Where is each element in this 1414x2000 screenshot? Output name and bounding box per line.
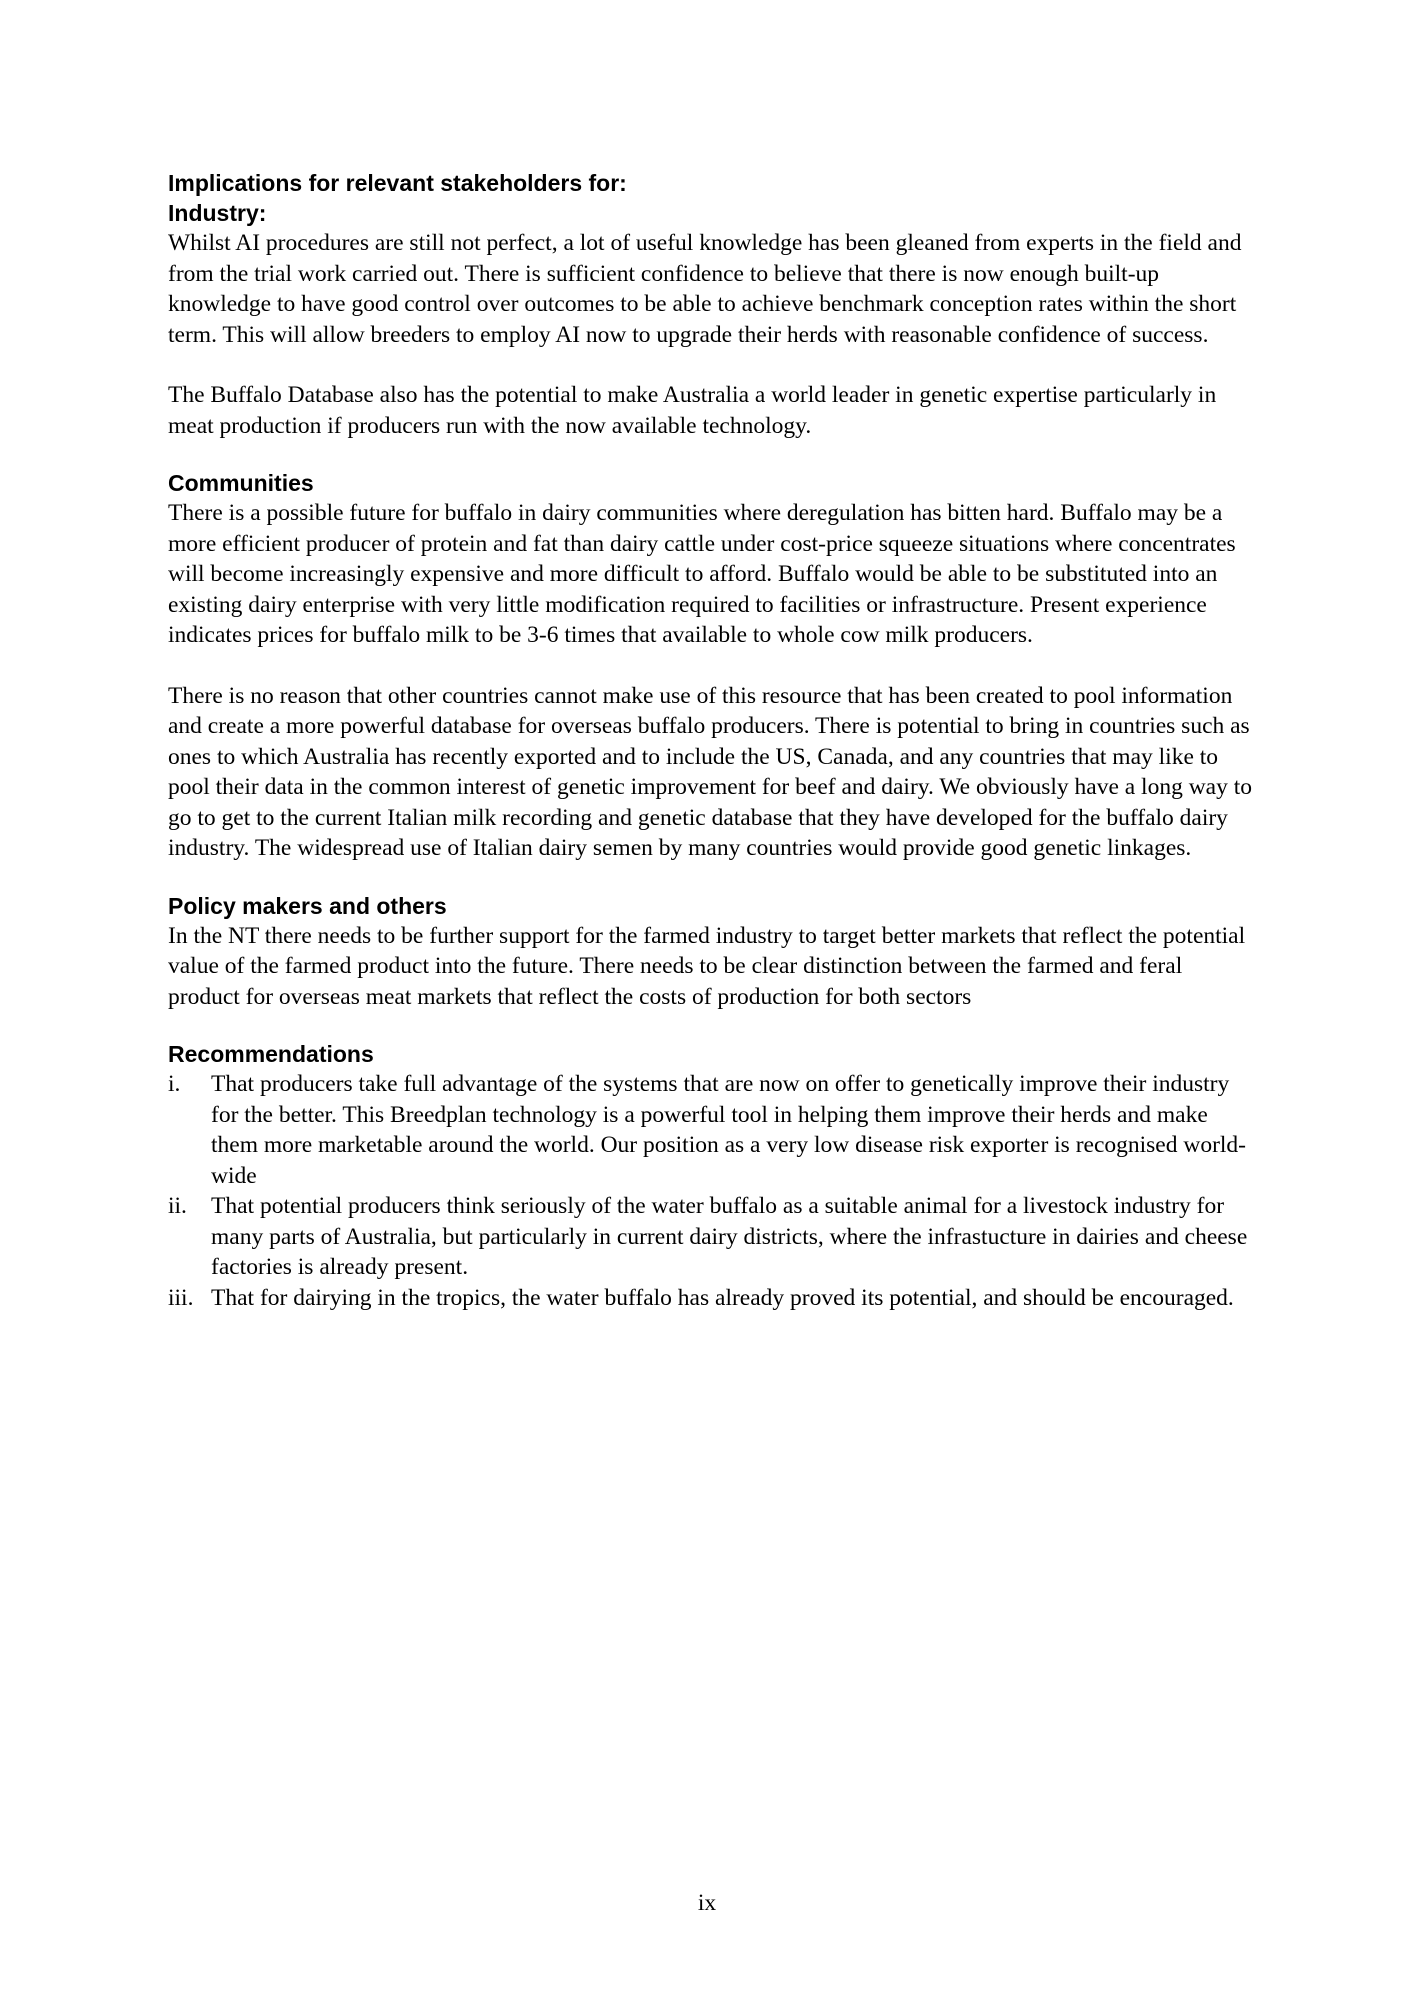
industry-heading: Industry:: [168, 200, 267, 226]
recommendation-text: That potential producers think seriously of the water buffalo as a suitable animal for a livestock industry for many parts of Australia, but particularly in current dairy districts, where the infrastucture in dairies and cheese factories is already present.: [211, 1193, 1248, 1280]
policy-paragraph-1: In the NT there needs to be further support for the farmed industry to target better markets that reflect the potential value of the farmed product into the future. There needs to be clear distinction between the farmed and feral product for overseas meat markets that reflect the costs of production for both sectors: [168, 922, 1246, 1010]
document-body: [168, 168, 1258, 1313]
industry-paragraph-1: Whilst AI procedures are still not perfect, a lot of useful knowledge has been gleaned from experts in the field and from the trial work carried out. There is sufficient confidence to believe that there is now enough built-up knowledge to have good control over outcomes to be able to achieve benchmark conception rates within the short term. This will allow breeders to employ AI now to upgrade their herds with reasonable confidence of success.: [168, 230, 1242, 348]
implications-heading: Implications for relevant stakeholders for:: [168, 170, 627, 196]
paragraph-gap: [168, 651, 1258, 681]
section-gap: [168, 864, 1258, 891]
paragraph-gap: [168, 350, 1258, 380]
communities-paragraph-1: There is a possible future for buffalo in dairy communities where deregulation has bitten hard. Buffalo may be a more efficient producer of protein and fat than dairy cattle under cost-price squeeze situations where concentrates will become increasingly expensive and more difficult to afford. Buffalo would be able to be substituted into an existing dairy enterprise with very little modification required to facilities or infrastructure. Present experience indicates prices for buffalo milk to be 3-6 times that available to whole cow milk producers.: [168, 500, 1236, 648]
recommendation-item: [168, 1191, 1258, 1283]
section-gap: [168, 441, 1258, 468]
section-gap: [168, 1012, 1258, 1039]
industry-paragraph-2: The Buffalo Database also has the potential to make Australia a world leader in genetic expertise particularly in meat production if producers run with the now available technology.: [168, 382, 1217, 439]
recommendation-text: That producers take full advantage of the systems that are now on offer to genetically improve their industry for the better. This Breedplan technology is a powerful tool in helping them improve their herds and make them more marketable around the world. Our position as a very low disease risk exporter is recognised world-wide: [211, 1071, 1247, 1189]
recommendation-text: That for dairying in the tropics, the water buffalo has already proved its potential, and should be encouraged.: [211, 1284, 1234, 1311]
recommendations-list: [168, 1069, 1258, 1313]
communities-paragraph-2: There is no reason that other countries cannot make use of this resource that has been created to pool information and create a more powerful database for overseas buffalo producers. There is potential to bring in countries such as ones to which Australia has recently exported and to include the US, Canada, and any countries that may like to pool their data in the common interest of genetic improvement for beef and dairy. We obviously have a long way to go to get to the current Italian milk recording and genetic database that they have developed for the buffalo dairy industry. The widespread use of Italian dairy semen by many countries would provide good genetic linkages.: [168, 682, 1253, 861]
recommendation-item: [168, 1069, 1258, 1191]
communities-heading: Communities: [168, 470, 314, 496]
recommendation-number: iii.: [168, 1284, 194, 1311]
recommendation-number: i.: [168, 1071, 181, 1097]
recommendations-heading: Recommendations: [168, 1041, 374, 1067]
page-number: ix: [697, 1890, 717, 1916]
policy-heading: Policy makers and others: [168, 892, 447, 919]
recommendation-item: [168, 1283, 1258, 1314]
recommendation-number: ii.: [168, 1193, 187, 1219]
